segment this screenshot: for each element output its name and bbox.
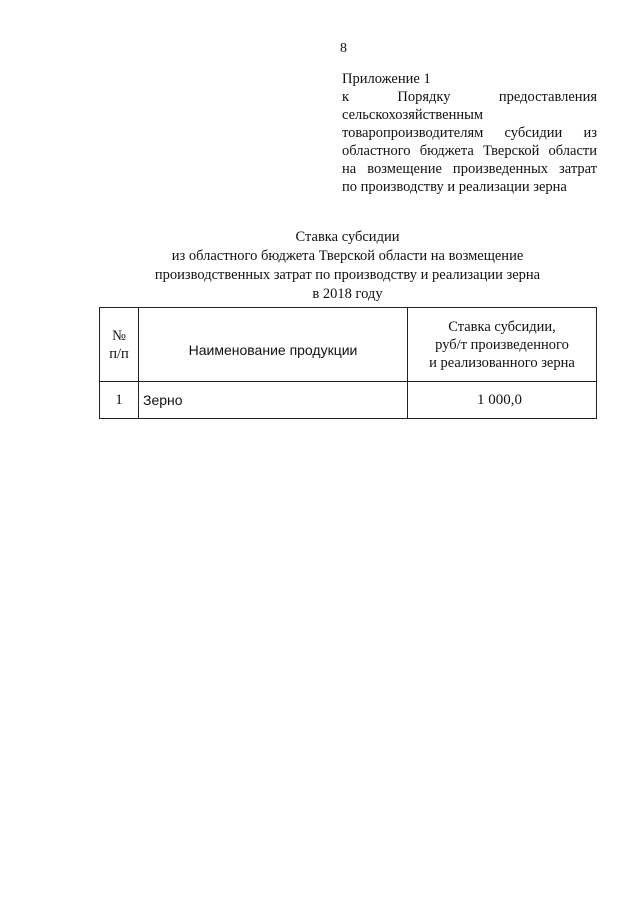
table-header-row xyxy=(100,308,597,382)
row-product-name: Зерно xyxy=(139,382,408,419)
annex-line: Приложение 1 xyxy=(342,71,431,87)
header-rate-line: Ставка субсидии, xyxy=(448,318,556,335)
header-number xyxy=(100,308,139,382)
annex-line: областного бюджета Тверской области xyxy=(342,143,597,159)
document-title xyxy=(100,228,595,304)
table-row xyxy=(100,382,597,419)
header-number-abbr: п/п xyxy=(109,345,129,362)
row-subsidy-rate: 1 000,0 xyxy=(408,382,597,419)
title-line: в 2018 году xyxy=(312,286,383,302)
header-product-name: Наименование продукции xyxy=(139,308,408,382)
annex-line: по производству и реализации зерна xyxy=(342,179,567,195)
annex-line: сельскохозяйственным xyxy=(342,107,484,123)
annex-block xyxy=(342,70,597,196)
header-subsidy-rate xyxy=(408,308,597,382)
title-line: Ставка субсидии xyxy=(295,229,400,245)
header-rate-line: руб/т произведенного xyxy=(435,336,569,353)
annex-line: на возмещение произведенных затрат xyxy=(342,161,597,177)
annex-line: товаропроизводителям субсидии из xyxy=(342,125,597,141)
title-line: производственных затрат по производству и реализации зерна xyxy=(154,267,541,283)
header-rate-line: и реализованного зерна xyxy=(429,354,575,371)
title-line: из областного бюджета Тверской области на возмещение xyxy=(171,248,524,264)
subsidy-rate-table xyxy=(99,307,597,419)
row-number: 1 xyxy=(100,382,139,419)
header-number-symbol: № xyxy=(112,327,126,344)
page-number: 8 xyxy=(340,41,347,56)
annex-line: к Порядку предоставления xyxy=(342,89,597,105)
